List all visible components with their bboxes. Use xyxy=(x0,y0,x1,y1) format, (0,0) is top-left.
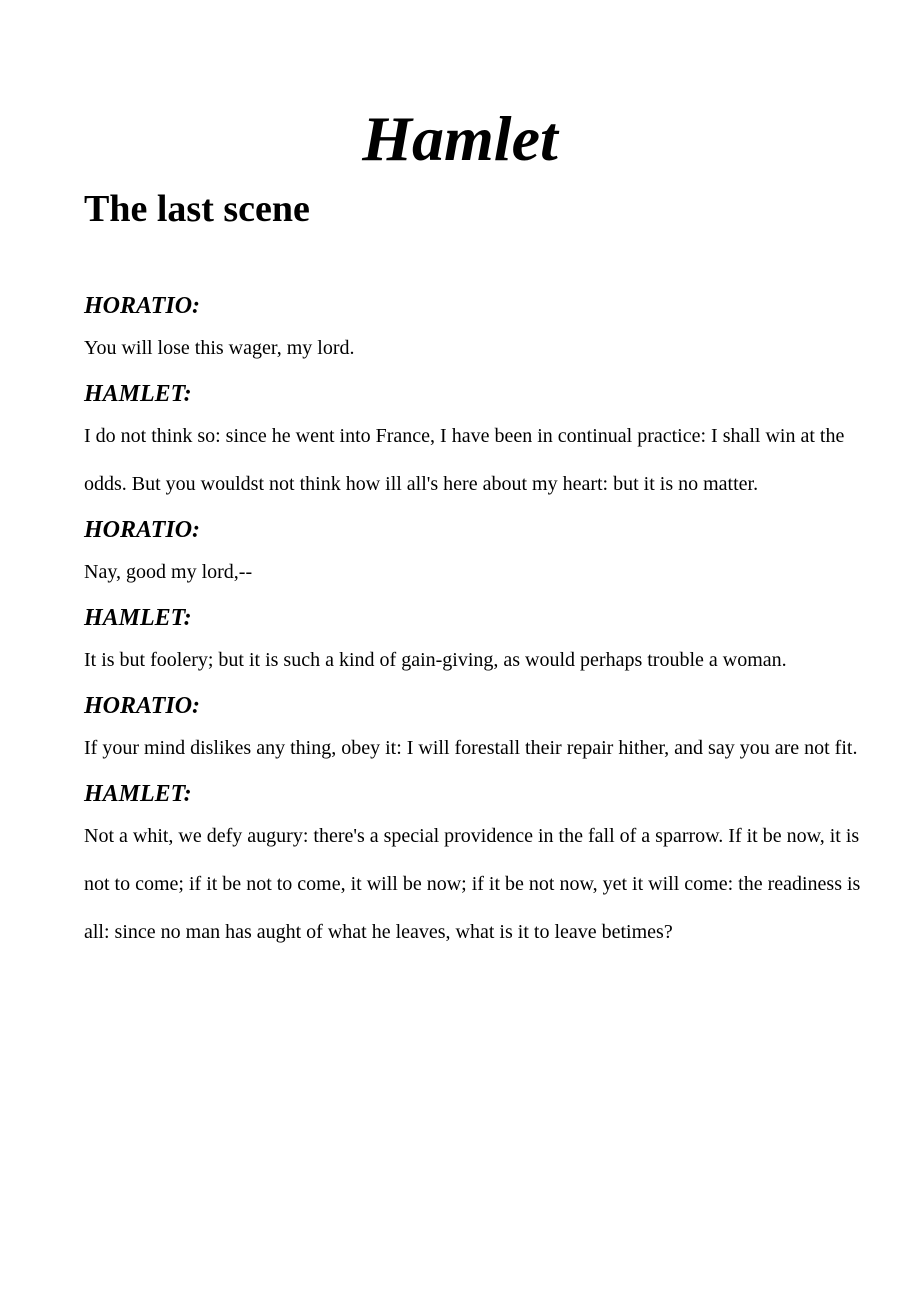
dialogue xyxy=(84,288,864,960)
speech-text: Nay, good my lord,-- xyxy=(84,561,253,583)
speech-text: It is but foolery; but it is such a kind of gain-giving, as would perhaps trouble a woman. xyxy=(84,649,787,671)
speaker-name: HAMLET: xyxy=(84,381,192,407)
speaker-name: HORATIO: xyxy=(84,693,201,719)
dialogue-block xyxy=(84,776,864,956)
dialogue-block xyxy=(84,688,864,772)
speaker-name: HAMLET: xyxy=(84,605,192,631)
speech-text: You will lose this wager, my lord. xyxy=(84,337,355,359)
scene-heading: The last scene xyxy=(84,188,310,230)
dialogue-block xyxy=(84,600,864,684)
document-title: Hamlet xyxy=(362,103,558,174)
speech-text: I do not think so: since he went into France, I have been in continual practice: I shall win at the odds. But you wouldst not think how ill all's here about my heart: but it is no matter. xyxy=(84,425,845,495)
speech-text: If your mind dislikes any thing, obey it: I will forestall their repair hither, and say you are not fit. xyxy=(84,737,858,759)
speech-text: Not a whit, we defy augury: there's a special providence in the fall of a sparrow. If it be now, it is not to come; if it be not to come, it will be now; if it be not now, yet it will come: the readiness is all: since no man has aught of what he leaves, what is it to leave betimes? xyxy=(84,825,861,943)
dialogue-block xyxy=(84,512,864,596)
speaker-name: HORATIO: xyxy=(84,293,201,319)
dialogue-block xyxy=(84,376,864,508)
speaker-name: HAMLET: xyxy=(84,781,192,807)
speaker-name: HORATIO: xyxy=(84,517,201,543)
dialogue-block xyxy=(84,288,864,372)
